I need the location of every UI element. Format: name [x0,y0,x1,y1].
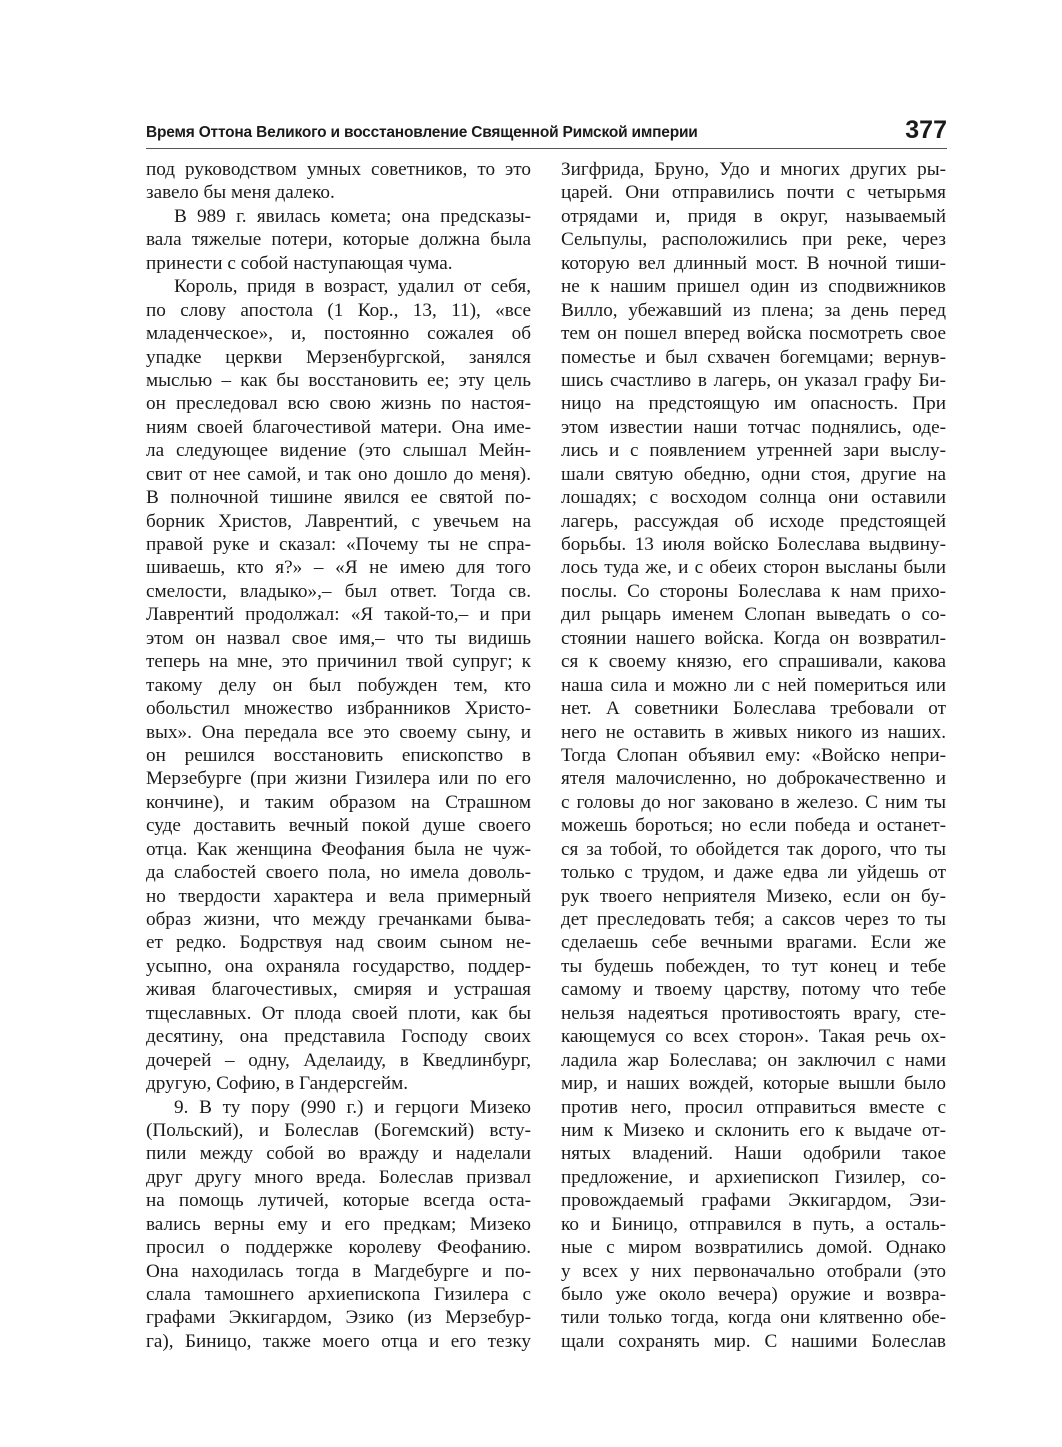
text-line: поместье и был схвачен богемцами; вернув- [561,346,946,368]
text-line: было уже около вечера) оружие и возвра- [561,1284,946,1305]
text-line: (Польский), и Болеслав (Богемский) всту- [146,1119,531,1141]
text-line: щали сохранять мир. С нашими Болеслав [561,1330,946,1352]
text-line: провождаемый графами Эккигардом, Эзи- [561,1190,946,1212]
text-line: мыслью – как бы восстановить ее; эту цель [146,369,531,391]
text-line: ся за тобой, то обойдется так дорого, что ты [561,838,946,860]
text-line: послы. Со стороны Болеслава к нам прихо- [561,580,946,602]
text-line: ла следующее видение (это слышал Мейн- [146,440,531,462]
text-line: завело бы меня далеко. [146,182,335,204]
text-line: ные с миром возвратились домой. Однако [561,1237,946,1259]
text-line: вались верны ему и его предкам; Мизеко [146,1213,531,1235]
text-line: принести с собой наступающая чума. [146,252,453,274]
text-line: правой руке и сказал: «Почему ты не спра- [146,534,531,555]
text-line: вых». Она передала все это своему сыну, и [146,721,531,743]
text-line: ет редко. Бодрствуя над своим сыном не- [146,932,531,954]
text-line: стоянии нашего войска. Когда он возвратил- [561,627,946,649]
text-line: ко и Биницо, отправился в путь, а осталь- [561,1213,946,1235]
text-line: он решился восстановить епископство в [146,744,531,766]
text-line: пили между собой во вражду и наделали [146,1143,531,1165]
text-line: Мерзебурге (при жизни Гизилера или по его [146,768,531,790]
text-line: обольстил множество избранников Христо- [146,698,531,720]
text-line: такому делу он был побужден тем, кто [146,674,531,696]
text-line: ницо на предстоящую им опасность. При [561,393,946,415]
text-line: тем он пошел вперед войска посмотреть свое [561,323,946,345]
text-line: самому и твоему царству, потому что тебе [561,979,946,1001]
text-line: Король, придя в возраст, удалил от себя, [174,276,531,298]
text-line: младенческое», и, постоянно сожалея об [146,323,531,345]
text-line: тили только тогда, когда они клятвенно обе- [561,1307,946,1329]
text-line: усыпно, она охраняла государство, поддер- [146,955,531,977]
text-line: против него, просил отправиться вместе с [561,1096,946,1118]
text-line: ты будешь побежден, то тут конец и тебе [561,955,946,977]
text-line: наша сила и можно ли с ней помериться или [561,674,946,696]
text-line: В полночной тишине явился ее святой по- [146,487,531,509]
running-title: Время Оттона Великого и восстановление Священной Римской империи [146,124,698,141]
text-line: царей. Они отправились почти с четырьмя [561,182,946,204]
text-line: шись счастливо в лагерь, он указал графу Би- [561,369,946,391]
text-line: только с трудом, и даже едва ли уйдешь от [561,862,946,884]
text-line: друг другу много вреда. Болеслав призвал [146,1166,531,1188]
text-line: вала тяжелые потери, которые должна была [146,229,531,251]
text-line: под руководством умных советников, то это [146,159,531,180]
text-line: ним к Мизеко и склонить его к выдаче от- [561,1119,946,1141]
text-line: лошадях; с восходом солнца они оставили [561,487,946,509]
text-line: шиваешь, кто я?» – «Я не имею для того [146,557,531,579]
text-line: нятых владений. Наши одобрили такое [561,1143,946,1165]
text-line: у всех у них первоначально отобрали (это [561,1260,946,1282]
text-line: мир, и наших вождей, которые вышли было [561,1073,946,1095]
text-line: 9. В ту пору (990 г.) и герцоги Мизеко [174,1096,531,1118]
text-line: с головы до ног заковано в железо. С ним ты [561,791,946,813]
text-line: которую вел длинный мост. В ночной тиши- [561,252,946,274]
text-line: живая благочестивых, смиряя и устрашая [146,979,531,1001]
text-line: Лаврентий продолжал: «Я такой-то,– и при [146,604,531,626]
text-line: другую, Софию, в Гандерсгейм. [146,1073,409,1095]
text-line: дил рыцарь именем Слопан выведать о со- [561,604,946,626]
text-line: Зигфрида, Бруно, Удо и многих других ры- [561,159,946,180]
text-line: него не оставить в живых никого из наших. [561,721,946,743]
text-line: ладила жар Болеслава; он заключил с нами [561,1049,946,1071]
text-line: лись и с появлением утренней зари выслу- [561,440,946,462]
text-line: он преследовал всю свою жизнь по настоя- [146,393,531,415]
page-header [146,112,947,149]
text-line: рук твоего неприятеля Мизеко, если он бу- [561,885,946,907]
text-line: Вилло, убежавший из плена; за день перед [561,299,946,321]
text-line: по слову апостола (1 Кор., 13, 11), «все [146,299,531,321]
text-line: предложение, и архиепископ Гизилер, со- [561,1166,946,1188]
text-line: борник Христов, Лаврентий, с увечьем на [146,510,531,532]
text-line: отца. Как женщина Феофания была не чуж- [146,838,531,860]
text-line: свит от нее самой, и так оно дошло до меня). [146,463,531,485]
left-text-column [146,158,531,1353]
text-line: образ жизни, что между гречанками быва- [146,909,531,930]
text-line: кающемуся со всех сторон». Такая речь ох- [561,1026,946,1048]
text-line: дочерей – одну, Аделаиду, в Кведлинбург, [146,1049,531,1071]
text-line: да слабостей своего пола, но имела доволь- [146,862,531,884]
text-line: нет. А советники Болеслава требовали от [561,698,946,720]
text-line: упадке церкви Мерзенбургской, занялся [146,346,531,368]
text-line: сделаешь себе вечными врагами. Если же [561,932,946,954]
text-line: шали святую обедню, одни стоя, другие на [561,463,946,485]
text-line: дет преследовать тебя; а саксов через то ты [561,909,946,930]
text-line: просил о поддержке королеву Феофанию. [146,1237,531,1259]
text-line: графами Эккигардом, Эзико (из Мерзебур- [146,1307,531,1329]
text-line: В 989 г. явилась комета; она предсказы- [174,205,531,227]
text-line: десятину, она представила Господу своих [146,1026,531,1048]
text-line: на помощь лутичей, которые всегда оста- [146,1190,531,1212]
text-line: Сельпулы, расположились при реке, через [561,229,946,251]
text-line: тщеславных. От плода своей плоти, как бы [146,1002,531,1024]
text-line: теперь на мне, это причинил твой супруг; к [146,651,531,673]
text-line: слала тамошнего архиепископа Гизилера с [146,1284,531,1305]
text-line: можешь бороться; но если победа и останет- [561,815,946,837]
text-line: Она находилась тогда в Магдебурге и по- [146,1260,531,1282]
text-line: смелости, владыко»,– был ответ. Тогда св. [146,580,531,602]
text-line: этом он назвал свое имя,– что ты видишь [146,627,531,649]
page-number: 377 [905,116,947,144]
text-line: отрядами и, придя в округ, называемый [561,205,946,227]
text-line: суде доставить вечный покой душе своего [146,815,531,837]
text-line: ятеля малочисленно, но доброкачественно и [561,768,946,790]
text-line: не к нашим пришел один из сподвижников [561,276,946,298]
text-line: ниям своей благочестивой матери. Она име- [146,416,531,438]
right-text-column [561,158,946,1353]
text-line: лагерь, рассуждая об исходе предстоящей [561,510,946,532]
text-line: кончине), и таким образом на Страшном [146,791,531,813]
text-line: га), Биницо, также моего отца и его тезку [146,1330,531,1352]
text-line: борьбы. 13 июля войско Болеслава выдвину- [561,534,946,555]
text-line: этом известии наши тотчас поднялись, оде- [561,416,946,438]
text-line: Тогда Слопан объявил ему: «Войско непри- [561,744,946,766]
text-line: нельзя надеяться противостоять врагу, сте- [561,1002,946,1024]
text-line: лось туда же, и с обеих сторон высланы были [561,557,946,579]
text-line: ся к своему князю, его спрашивали, какова [561,651,946,673]
text-line: но твердости характера и вела примерный [146,885,531,907]
